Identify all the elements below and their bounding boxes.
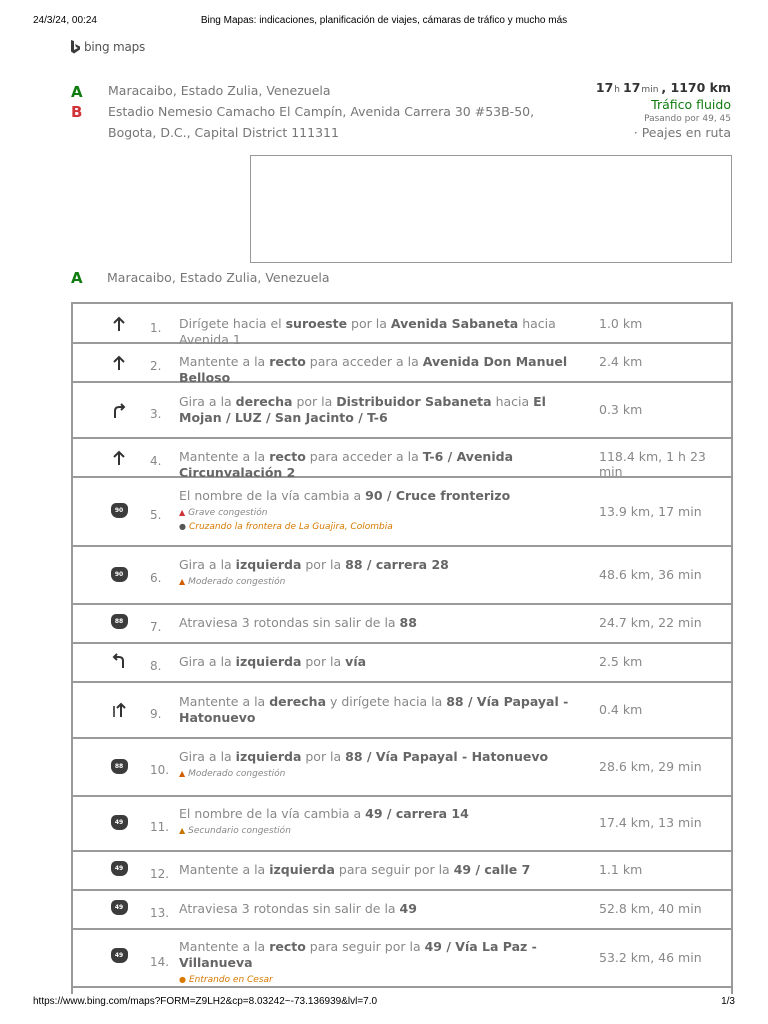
step-number: 14.	[150, 955, 170, 969]
print-footer	[0, 996, 768, 1010]
straight-arrow-icon	[109, 448, 129, 468]
bing-maps-logo	[70, 40, 145, 54]
step-instruction: Mantente a la derecha y dirígete hacia la 88 / Vía Papayal - Hatonuevo	[179, 694, 569, 725]
congestion-note: ▲ Moderado congestión	[179, 577, 286, 587]
direction-step[interactable]	[73, 852, 731, 891]
traffic-status: Tráfico fluido	[651, 97, 731, 112]
shield-label: 49	[111, 948, 128, 963]
direction-step[interactable]	[73, 344, 731, 383]
step-number: 12.	[150, 867, 170, 881]
step-instruction: Mantente a la izquierda para seguir por la 49 / calle 7	[179, 862, 531, 877]
route-49-shield-icon	[109, 897, 129, 917]
straight-arrow-icon	[109, 314, 129, 334]
step-instruction: El nombre de la vía cambia a 90 / Cruce fronterizo ▲ Grave congestión ● Cruzando la frontera de La Guajira, Colombia	[179, 488, 589, 534]
bullet-icon: ●	[179, 975, 186, 984]
step-instruction: Mantente a la recto para acceder a la Avenida Don Manuel Belloso	[179, 354, 568, 385]
turn-left-icon	[109, 651, 129, 671]
logo-text: bing maps	[84, 40, 146, 54]
direction-step[interactable]	[73, 383, 731, 439]
step-distance: 118.4 km, 1 h 23 min	[599, 449, 706, 479]
border-crossing-note: ● Cruzando la frontera de La Guajira, Colombia	[179, 522, 393, 532]
direction-step[interactable]	[73, 644, 731, 683]
route-88-shield-icon	[109, 756, 129, 776]
step-number: 7.	[150, 620, 162, 634]
keep-right-icon	[109, 700, 129, 720]
duration-hours-unit: h	[614, 85, 621, 95]
destination-address-line1: Estadio Nemesio Camacho El Campín, Avenida Carrera 30 #53B-50,	[108, 104, 535, 119]
congestion-note: ▲ Moderado congestión	[179, 769, 286, 779]
page-url: https://www.bing.com/maps?FORM=Z9LH2&cp=8.03242~-73.136939&lvl=7.0	[33, 996, 378, 1007]
shield-label: 49	[111, 815, 128, 830]
region-entry-note: ● Entrando en Cesar	[179, 975, 273, 985]
congestion-note: ▲ Secundario congestión	[179, 826, 291, 836]
step-instruction: Gira a la izquierda por la 88 / Vía Papayal - Hatonuevo ▲ Moderado congestión	[179, 749, 589, 781]
route-49-shield-icon	[109, 812, 129, 832]
step-number: 1.	[150, 321, 162, 335]
step-distance: 0.4 km	[599, 702, 643, 717]
duration-minutes-unit: min	[641, 85, 659, 95]
route-88-shield-icon	[109, 611, 129, 631]
map-preview[interactable]	[250, 155, 732, 263]
step-distance: 0.3 km	[599, 402, 643, 417]
shield-label: 90	[111, 567, 128, 582]
step-instruction: Gira a la izquierda por la vía	[179, 654, 367, 669]
waypoint-b-marker: B	[71, 103, 83, 121]
step-instruction: Atraviesa 3 rotondas sin salir de la 88	[179, 615, 417, 630]
direction-step[interactable]	[73, 439, 731, 478]
turn-right-icon	[109, 401, 129, 421]
straight-arrow-icon	[109, 353, 129, 373]
route-49-shield-icon	[109, 945, 129, 965]
direction-step[interactable]	[73, 683, 731, 739]
route-duration	[596, 80, 731, 95]
step-distance: 24.7 km, 22 min	[599, 615, 702, 630]
shield-label: 88	[111, 759, 128, 774]
direction-step[interactable]	[73, 605, 731, 644]
step-distance: 1.0 km	[599, 316, 643, 331]
tolls-note: · Peajes en ruta	[633, 125, 731, 140]
step-distance: 28.6 km, 29 min	[599, 759, 702, 774]
step-instruction: Dirígete hacia el suroeste por la Avenida Sabaneta hacia Avenida 1	[179, 316, 556, 347]
shield-label: 90	[111, 503, 128, 518]
step-distance: 52.8 km, 40 min	[599, 901, 702, 916]
route-summary	[596, 80, 731, 140]
route-90-shield-icon	[109, 500, 129, 520]
direction-step[interactable]	[73, 478, 731, 547]
duration-minutes: 17	[623, 80, 641, 95]
start-marker: A	[71, 269, 83, 287]
print-title: Bing Mapas: indicaciones, planificación de viajes, cámaras de tráfico y mucho más	[200, 15, 568, 26]
congestion-note: ▲ Grave congestión	[179, 508, 268, 518]
waypoint-a-marker: A	[71, 83, 83, 101]
warning-triangle-icon: ▲	[179, 577, 186, 586]
step-number: 2.	[150, 359, 162, 373]
step-number: 8.	[150, 659, 162, 673]
step-instruction: Atraviesa 3 rotondas sin salir de la 49	[179, 901, 417, 916]
bullet-icon: ●	[179, 522, 186, 531]
print-date: 24/3/24, 00:24	[33, 15, 97, 26]
route-49-shield-icon	[109, 858, 129, 878]
step-instruction: Gira a la derecha por la Distribuidor Sabaneta hacia El Mojan / LUZ / San Jacinto / T-6	[179, 394, 546, 425]
direction-step[interactable]	[73, 739, 731, 797]
step-number: 5.	[150, 508, 162, 522]
direction-step[interactable]	[73, 547, 731, 605]
start-address: Maracaibo, Estado Zulia, Venezuela	[107, 270, 330, 285]
origin-address: Maracaibo, Estado Zulia, Venezuela	[108, 83, 331, 98]
step-distance: 1.1 km	[599, 862, 643, 877]
step-number: 4.	[150, 454, 162, 468]
page-number: 1/3	[721, 996, 735, 1007]
step-number: 10.	[150, 763, 170, 777]
step-distance: 2.5 km	[599, 654, 643, 669]
warning-triangle-icon: ▲	[179, 826, 186, 835]
direction-step[interactable]	[73, 930, 731, 988]
warning-triangle-icon: ▲	[179, 769, 186, 778]
step-number: 6.	[150, 571, 162, 585]
warning-triangle-icon: ▲	[179, 508, 186, 517]
direction-step[interactable]	[73, 891, 731, 930]
route-via: Pasando por 49, 45	[644, 114, 731, 124]
step-instruction: Gira a la izquierda por la 88 / carrera 28 ▲ Moderado congestión	[179, 557, 589, 589]
shield-label: 49	[111, 900, 128, 915]
direction-step[interactable]	[73, 797, 731, 852]
step-distance: 48.6 km, 36 min	[599, 567, 702, 582]
duration-hours: 17	[595, 80, 614, 95]
step-number: 13.	[150, 906, 170, 920]
step-number: 11.	[150, 820, 170, 834]
bing-logo-icon	[70, 40, 81, 54]
shield-label: 49	[111, 861, 128, 876]
direction-step[interactable]	[73, 304, 731, 347]
step-distance: 17.4 km, 13 min	[599, 815, 702, 830]
step-instruction: Mantente a la recto para acceder a la T-6 / Avenida Circunvalación 2	[179, 449, 513, 480]
route-distance: , 1170 km	[661, 80, 731, 95]
step-number: 3.	[150, 407, 162, 421]
step-number: 9.	[150, 707, 162, 721]
route-90-shield-icon	[109, 564, 129, 584]
step-instruction: El nombre de la vía cambia a 49 / carrera 14 ▲ Secundario congestión	[179, 806, 589, 838]
shield-label: 88	[111, 614, 128, 629]
step-instruction: Mantente a la recto para seguir por la 49 / Vía La Paz - Villanueva ● Entrando en Cesar	[179, 939, 589, 987]
step-distance: 13.9 km, 17 min	[599, 504, 702, 519]
directions-list	[71, 302, 733, 994]
step-distance: 2.4 km	[599, 354, 643, 369]
destination-address-line2: Bogota, D.C., Capital District 111311	[108, 125, 339, 140]
print-header	[0, 15, 768, 29]
step-distance: 53.2 km, 46 min	[599, 950, 702, 965]
